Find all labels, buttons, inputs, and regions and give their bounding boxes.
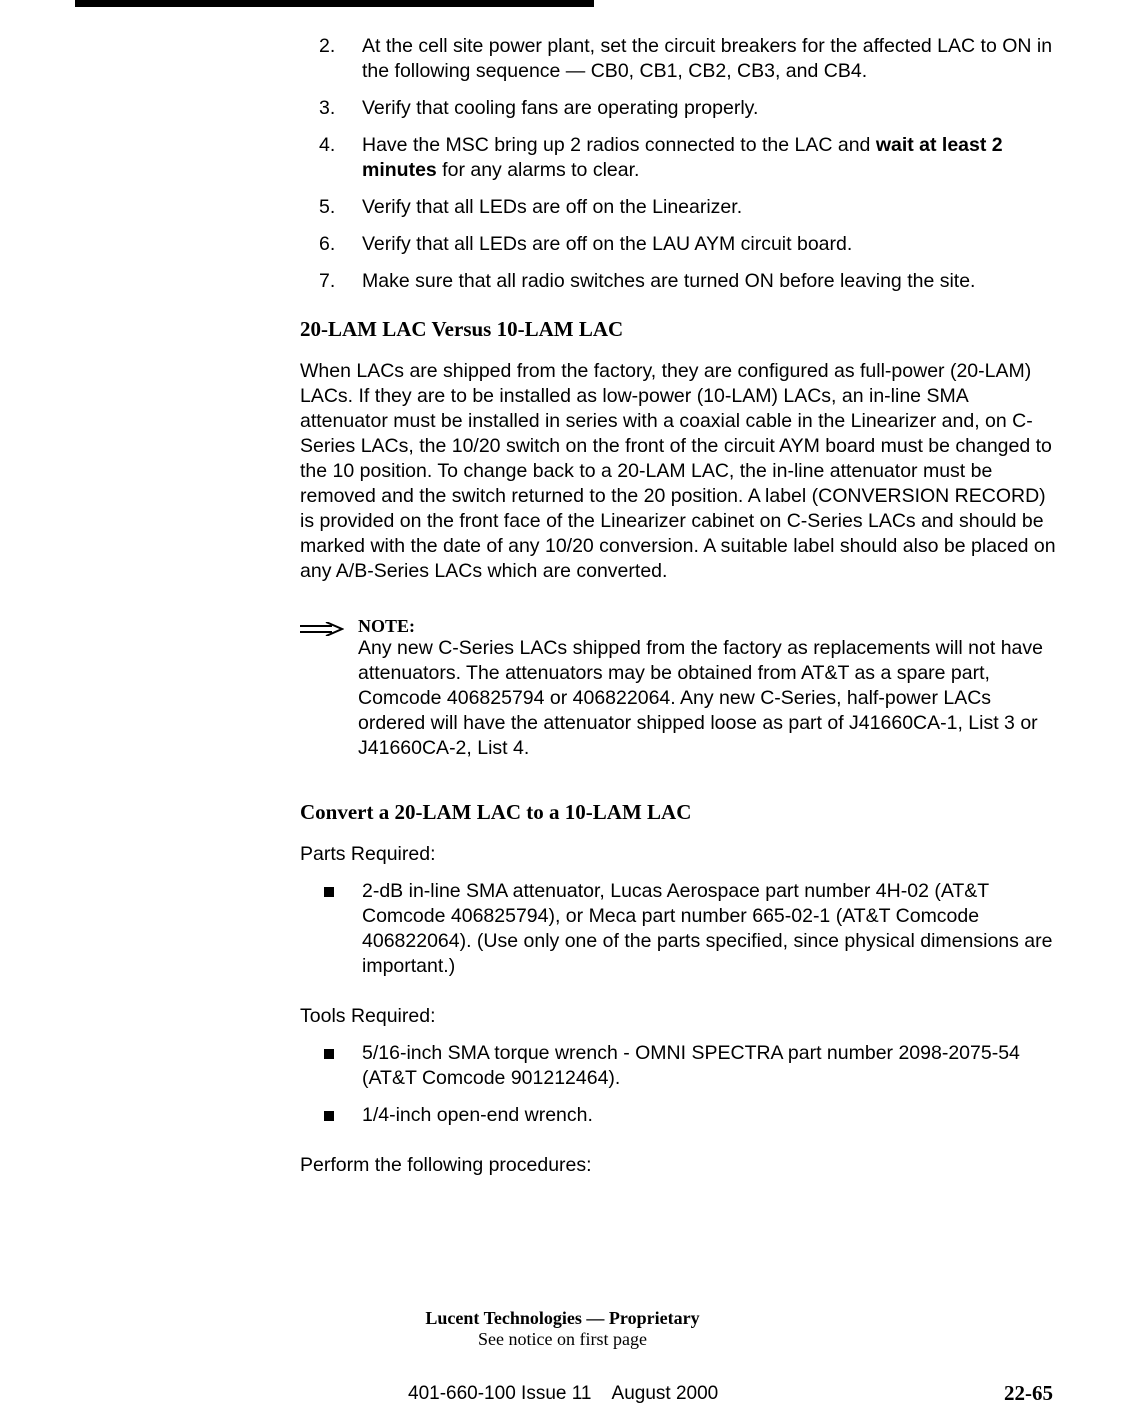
step-number: 4. — [319, 134, 336, 156]
header-rule — [75, 0, 594, 7]
step-number: 5. — [319, 196, 336, 218]
list-item — [300, 1041, 1060, 1091]
closing-text: Perform the following procedures: — [300, 1154, 592, 1176]
step-text: Have the MSC bring up 2 radios connected to the LAC and — [362, 134, 876, 156]
list-item-text: 2-dB in-line SMA attenuator, Lucas Aerospace part number 4H-02 (AT&T Comcode 406825794), or Meca part number 665-02-1 (AT&T Comcode 406822064). (Use only one of the parts specified, since physical dimensions are important.) — [362, 880, 1053, 977]
step-text: for any alarms to clear. — [436, 159, 640, 181]
step-number: 3. — [319, 97, 336, 119]
section-heading: 20-LAM LAC Versus 10-LAM LAC — [300, 317, 624, 341]
parts-label: Parts Required: — [300, 843, 436, 865]
step-text: Verify that cooling fans are operating properly. — [362, 97, 759, 119]
body-paragraph: When LACs are shipped from the factory, they are configured as full-power (20-LAM) LACs. If they are to be installed as low-power (10-LAM) LACs, an in-line SMA attenuator must be installed in series with a coaxial cable in the Linearizer and, on C-Series LACs, the 10/20 switch on the front of the circuit AYM board must be changed to the 10 position. To change back to a 20-LAM LAC, the in-line attenuator must be removed and the switch returned to the 20 position. A label (CONVERSION RECORD) is provided on the front face of the Linearizer cabinet on C-Series LACs and should be marked with the date of any 10/20 conversion. A suitable label should also be placed on any A/B-Series LACs which are converted. — [300, 360, 1056, 582]
step-text: At the cell site power plant, set the circuit breakers for the affected LAC to ON in the following sequence — CB0, CB1, CB2, CB3, and CB4. — [362, 35, 1053, 82]
page-number: 22-65 — [1004, 1381, 1053, 1405]
procedure-step — [300, 34, 1060, 84]
step-text: Verify that all LEDs are off on the LAU AYM circuit board. — [362, 233, 853, 255]
step-text: Verify that all LEDs are off on the Linearizer. — [362, 196, 743, 218]
footer-proprietary: Lucent Technologies — Proprietary — [425, 1308, 700, 1328]
procedure-step — [300, 232, 1060, 257]
footer-issue-bar — [408, 1381, 1053, 1405]
procedure-step — [300, 195, 1060, 220]
list-item — [300, 879, 1060, 979]
note-arrow-icon — [300, 622, 344, 636]
page-content — [300, 34, 1060, 1178]
issue-info: 401-660-100 Issue 11 August 2000 — [408, 1383, 719, 1404]
procedure-step — [300, 96, 1060, 121]
list-item — [300, 1103, 1060, 1128]
note-block — [300, 616, 1060, 761]
footer-notice: See notice on first page — [478, 1329, 647, 1349]
bullet-icon — [324, 1049, 334, 1059]
bullet-icon — [324, 887, 334, 897]
step-number: 7. — [319, 270, 336, 292]
section-heading: Convert a 20-LAM LAC to a 10-LAM LAC — [300, 800, 692, 824]
list-item-text: 5/16-inch SMA torque wrench - OMNI SPECTRA part number 2098-2075-54 (AT&T Comcode 901212464). — [362, 1042, 1020, 1089]
note-text: Any new C-Series LACs shipped from the factory as replacements will not have attenuators. The attenuators may be obtained from AT&T as a spare part, Comcode 406825794 or 406822064. Any new C-Series, half-power LACs ordered will have the attenuator shipped loose as part of J41660CA-1, List 3 or J41660CA-2, List 4. — [358, 637, 1043, 759]
step-text: Make sure that all radio switches are turned ON before leaving the site. — [362, 270, 976, 292]
bullet-icon — [324, 1111, 334, 1121]
tools-label: Tools Required: — [300, 1005, 436, 1027]
procedure-step — [300, 269, 1060, 294]
note-label: NOTE: — [358, 616, 416, 636]
step-number: 6. — [319, 233, 336, 255]
procedure-step — [300, 133, 1060, 183]
step-number: 2. — [319, 35, 336, 57]
step-emphasis: wait at least 2 minutes — [362, 134, 1003, 181]
list-item-text: 1/4-inch open-end wrench. — [362, 1104, 593, 1126]
